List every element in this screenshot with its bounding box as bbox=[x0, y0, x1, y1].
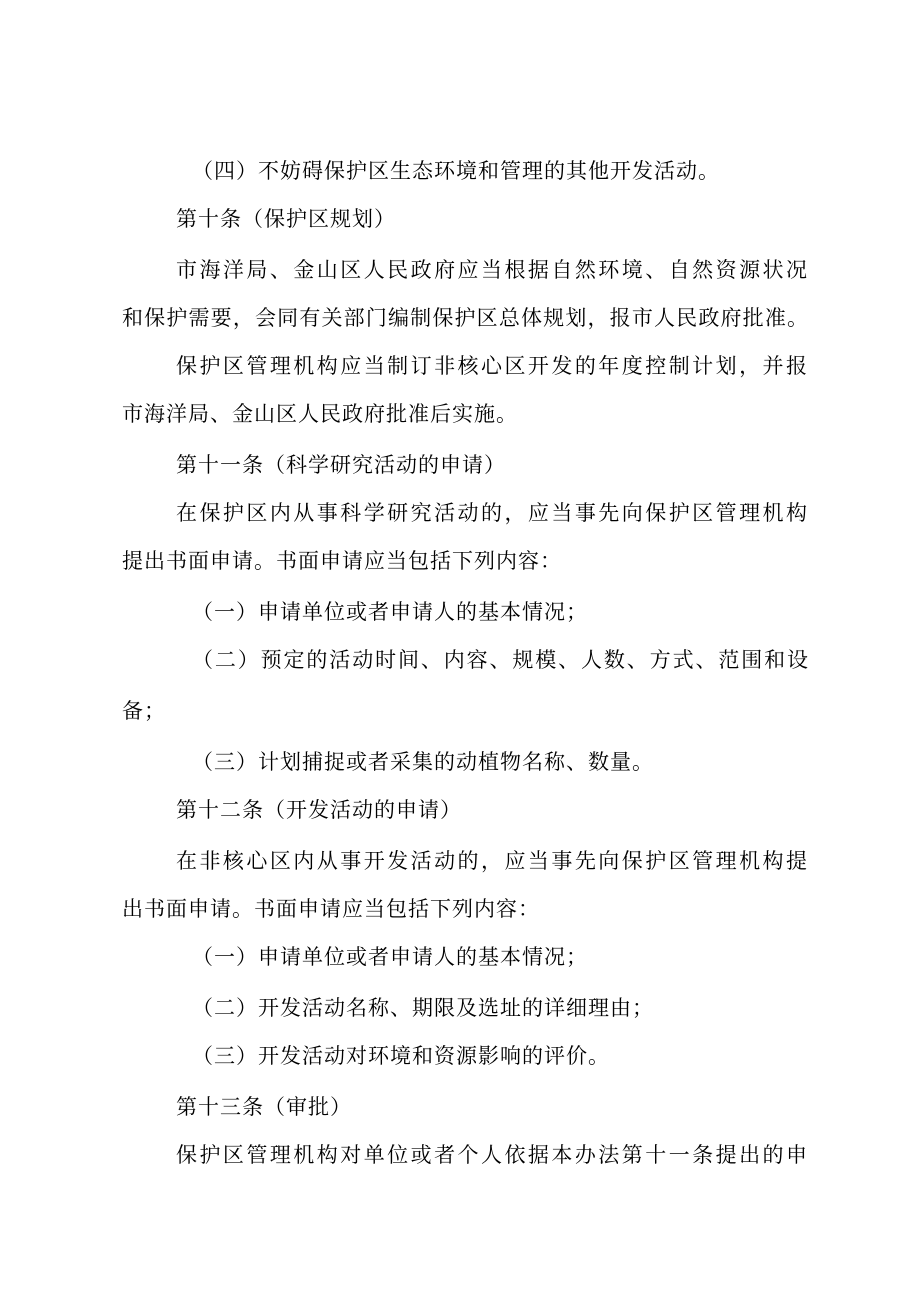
list-item-1: （一）申请单位或者申请人的基本情况； bbox=[192, 600, 588, 624]
paragraph-line: 保护区管理机构应当制订非核心区开发的年度控制计划，并报 bbox=[176, 354, 808, 378]
article-heading-11: 第十一条（科学研究活动的申请） bbox=[176, 453, 506, 477]
paragraph-line: 在非核心区内从事开发活动的，应当事先向保护区管理机构提 bbox=[176, 849, 808, 873]
article-heading-10: 第十条（保护区规划） bbox=[176, 207, 396, 231]
paragraph-line: 保护区管理机构对单位或者个人依据本办法第十一条提出的申 bbox=[176, 1143, 808, 1167]
paragraph-item-4: （四）不妨碍保护区生态环境和管理的其他开发活动。 bbox=[192, 159, 720, 183]
list-item-2: （二）开发活动名称、期限及选址的详细理由； bbox=[192, 996, 654, 1020]
paragraph-line: 市海洋局、金山区人民政府应当根据自然环境、自然资源状况 bbox=[176, 258, 808, 282]
paragraph-line: 和保护需要，会同有关部门编制保护区总体规划，报市人民政府批准。 bbox=[122, 306, 809, 330]
paragraph-line: 出书面申请。书面申请应当包括下列内容： bbox=[122, 897, 540, 921]
list-item-3: （三）开发活动对环境和资源影响的评价。 bbox=[192, 1044, 610, 1068]
list-item-1: （一）申请单位或者申请人的基本情况； bbox=[192, 945, 588, 969]
article-heading-12: 第十二条（开发活动的申请） bbox=[176, 798, 462, 822]
paragraph-line: 提出书面申请。书面申请应当包括下列内容： bbox=[122, 549, 562, 573]
list-item-2: （二）预定的活动时间、内容、规模、人数、方式、范围和设 bbox=[192, 648, 809, 672]
list-item-2-continued: 备； bbox=[122, 699, 166, 723]
article-heading-13: 第十三条（审批） bbox=[176, 1095, 352, 1119]
paragraph-line: 市海洋局、金山区人民政府批准后实施。 bbox=[122, 402, 518, 426]
list-item-3: （三）计划捕捉或者采集的动植物名称、数量。 bbox=[192, 750, 654, 774]
paragraph-line: 在保护区内从事科学研究活动的，应当事先向保护区管理机构 bbox=[176, 501, 808, 525]
